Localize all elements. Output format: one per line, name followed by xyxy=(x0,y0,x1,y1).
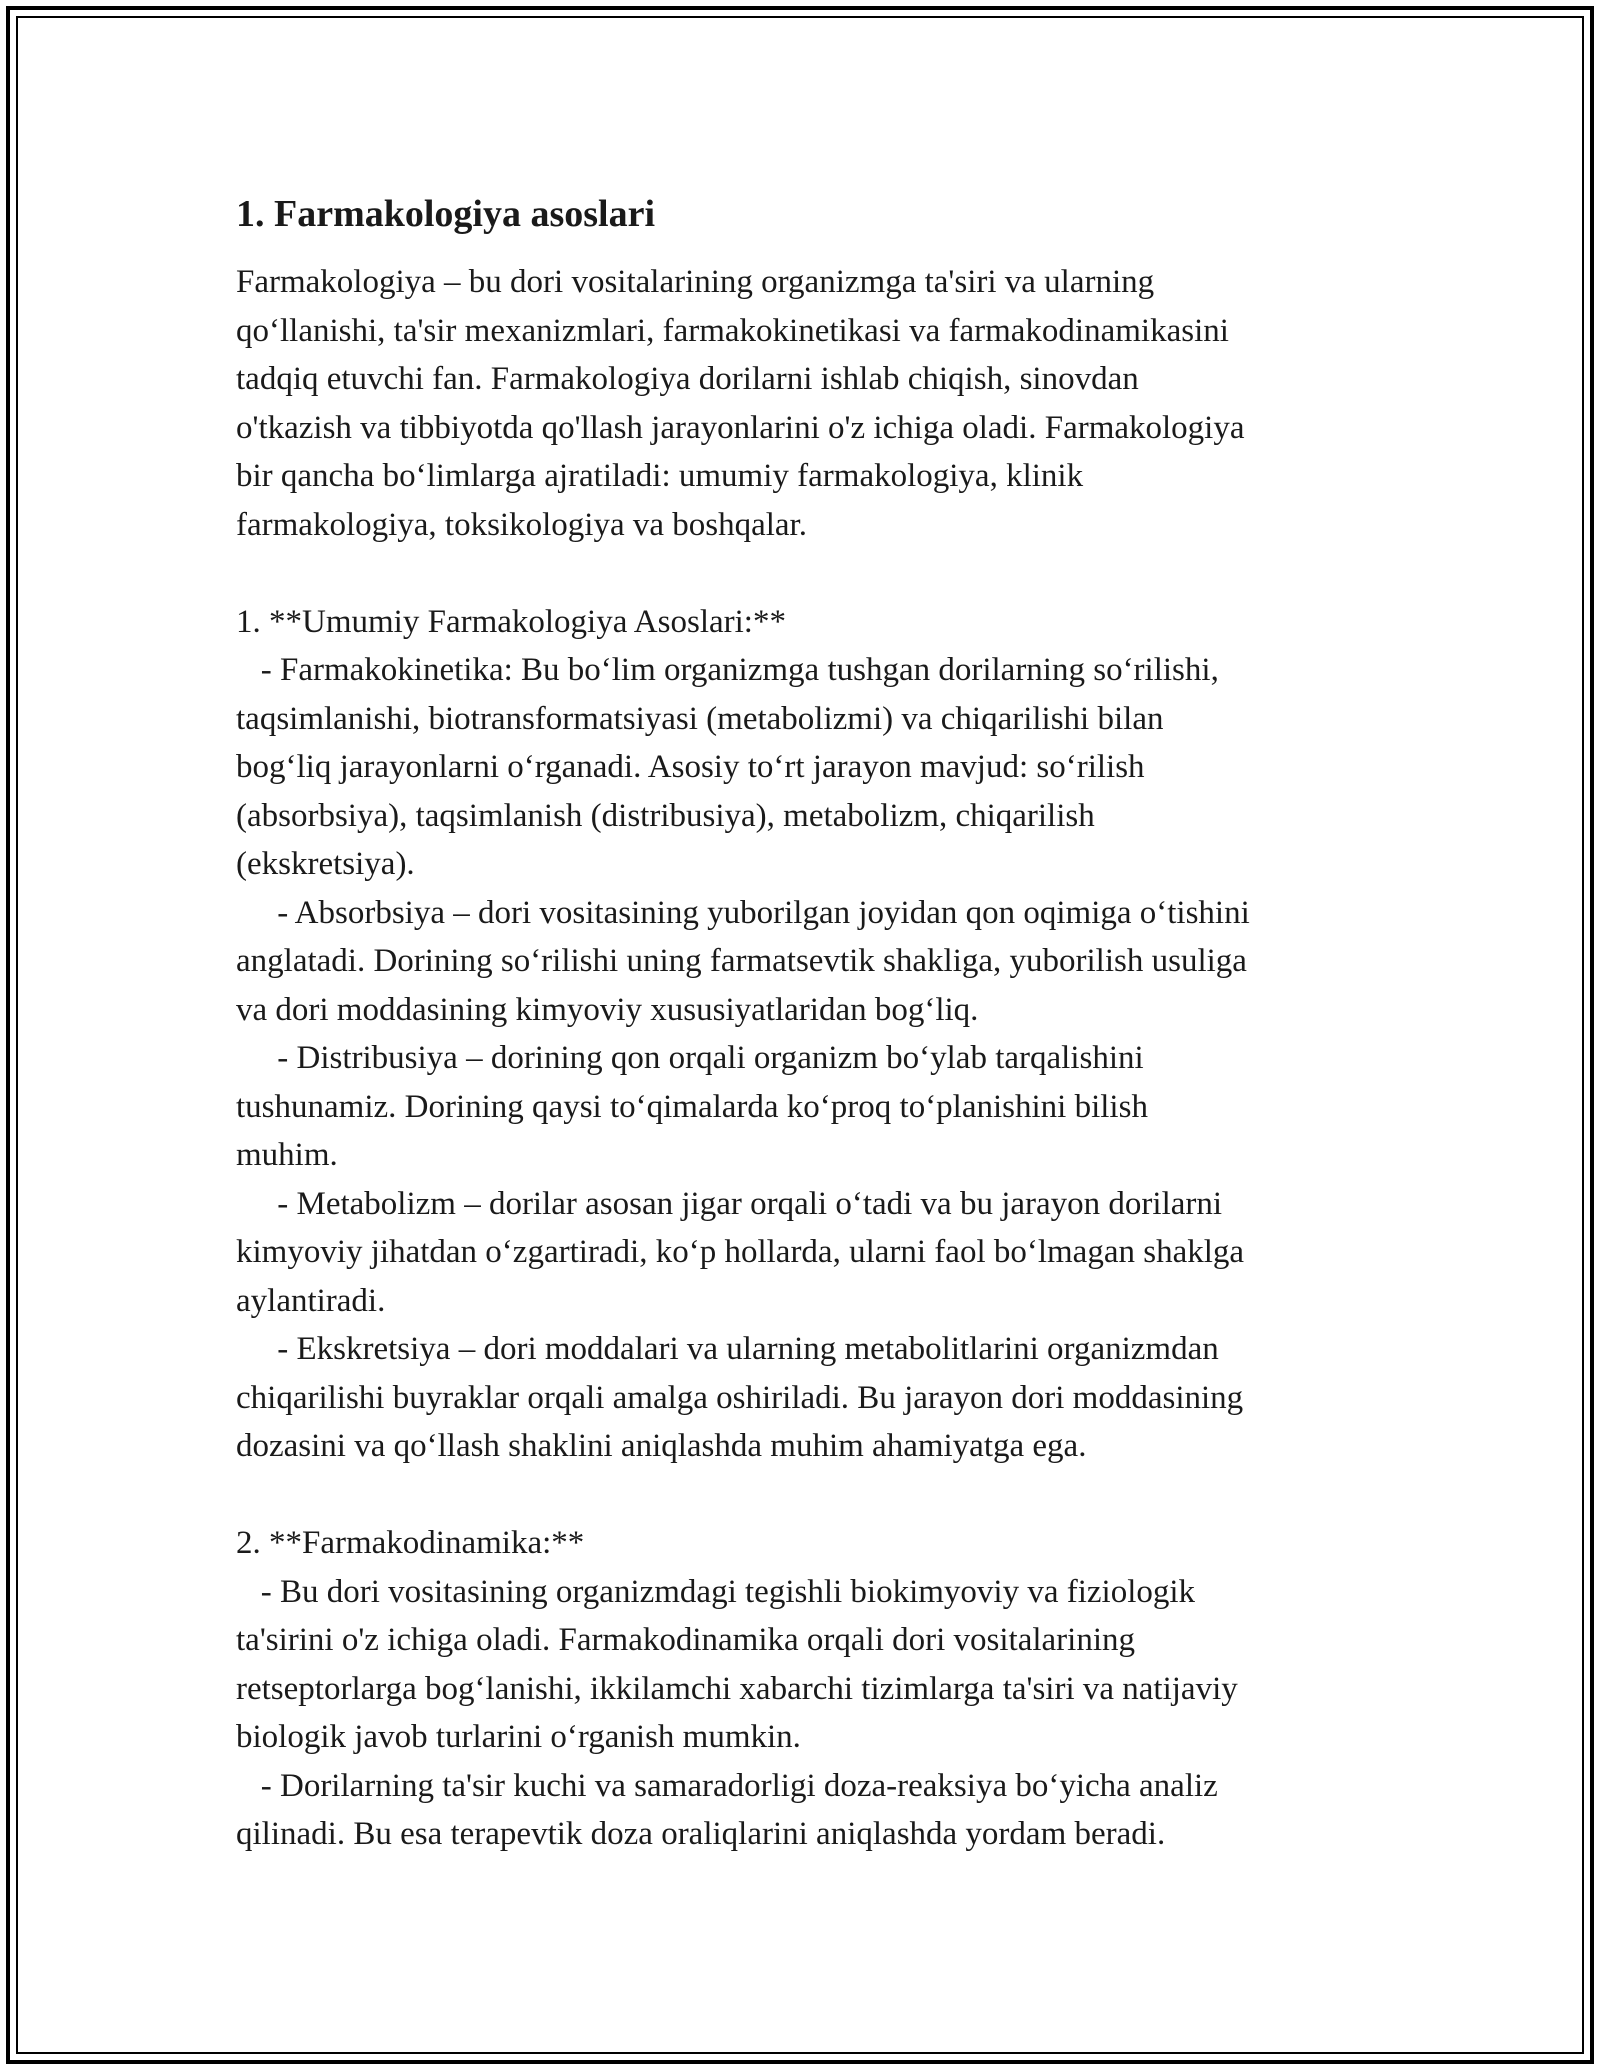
text-line: - Metabolizm – dorilar asosan jigar orqali o‘tadi va bu jarayon dorilarni xyxy=(236,1185,1223,1222)
text-line: (ekskretsiya). xyxy=(236,846,415,882)
blank-line xyxy=(236,1471,1386,1520)
text-line: 1. **Umumiy Farmakologiya Asoslari:** xyxy=(236,603,786,640)
text-line: aylantiradi. xyxy=(236,1282,386,1319)
text-line: qilinadi. Bu esa terapevtik doza oraliqlarini aniqlashda yordam beradi. xyxy=(236,1816,1166,1852)
text-line: bog‘liq jarayonlarni o‘rganadi. Asosiy to‘rt jarayon mavjud: so‘rilish xyxy=(236,749,1145,785)
text-line: - Farmakokinetika: Bu bo‘lim organizmga tushgan dorilarning so‘rilishi, xyxy=(236,652,1219,688)
text-line: bir qancha bo‘limlarga ajratiladi: umumiy farmakologiya, klinik xyxy=(236,458,1084,494)
paragraph-lines xyxy=(236,258,1386,1859)
text-line: 2. **Farmakodinamika:** xyxy=(236,1525,585,1561)
text-line: tadqiq etuvchi fan. Farmakologiya dorilarni ishlab chiqish, sinovdan xyxy=(236,361,1139,397)
document-body xyxy=(236,186,1386,1859)
text-line: muhim. xyxy=(236,1137,338,1173)
text-line: kimyoviy jihatdan o‘zgartiradi, ko‘p hollarda, ularni faol bo‘lmagan shaklga xyxy=(236,1234,1245,1270)
text-line: Farmakologiya – bu dori vositalarining organizmga ta'siri va ularning xyxy=(236,264,1155,300)
text-line: o'tkazish va tibbiyotda qo'llash jarayonlarini o'z ichiga oladi. Farmakologiya xyxy=(236,409,1245,446)
text-line: ta'sirini o'z ichiga oladi. Farmakodinamika orqali dori vositalarining xyxy=(236,1622,1136,1658)
text-line: va dori moddasining kimyoviy xususiyatlaridan bog‘liq. xyxy=(236,991,979,1028)
text-line: - Distribusiya – dorining qon orqali organizm bo‘ylab tarqalishini xyxy=(236,1040,1144,1076)
text-line: dozasini va qo‘llash shaklini aniqlashda muhim ahamiyatga ega. xyxy=(236,1428,1087,1464)
text-line: farmakologiya, toksikologiya va boshqalar. xyxy=(236,506,807,543)
text-line: chiqarilishi buyraklar orqali amalga oshiriladi. Bu jarayon dori moddasining xyxy=(236,1379,1244,1416)
text-line: taqsimlanishi, biotransformatsiyasi (metabolizmi) va chiqarilishi bilan xyxy=(236,700,1164,737)
text-line: anglatadi. Dorining so‘rilishi uning farmatsevtik shakliga, yuborilish usuliga xyxy=(236,943,1247,979)
text-line: - Absorbsiya – dori vositasining yuborilgan joyidan qon oqimiga o‘tishini xyxy=(236,894,1250,931)
text-line: retseptorlarga bog‘lanishi, ikkilamchi xabarchi tizimlarga ta'siri va natijaviy xyxy=(236,1670,1238,1707)
text-line: biologik javob turlarini o‘rganish mumkin. xyxy=(236,1719,801,1755)
blank-line xyxy=(236,549,1386,598)
text-line: tushunamiz. Dorining qaysi to‘qimalarda ko‘proq to‘planishini bilish xyxy=(236,1088,1148,1125)
text-line: - Ekskretsiya – dori moddalari va ularning metabolitlarini organizmdan xyxy=(236,1331,1219,1367)
text-line: (absorbsiya), taqsimlanish (distribusiya), metabolizm, chiqarilish xyxy=(236,797,1095,834)
text-line: - Dorilarning ta'sir kuchi va samaradorligi doza-reaksiya bo‘yicha analiz xyxy=(236,1767,1218,1804)
text-line: - Bu dori vositasining organizmdagi tegishli biokimyoviy va fiziologik xyxy=(236,1573,1196,1610)
section-heading: 1. Farmakologiya asoslari xyxy=(236,193,656,235)
text-line: qo‘llanishi, ta'sir mexanizmlari, farmakokinetikasi va farmakodinamikasini xyxy=(236,312,1229,349)
